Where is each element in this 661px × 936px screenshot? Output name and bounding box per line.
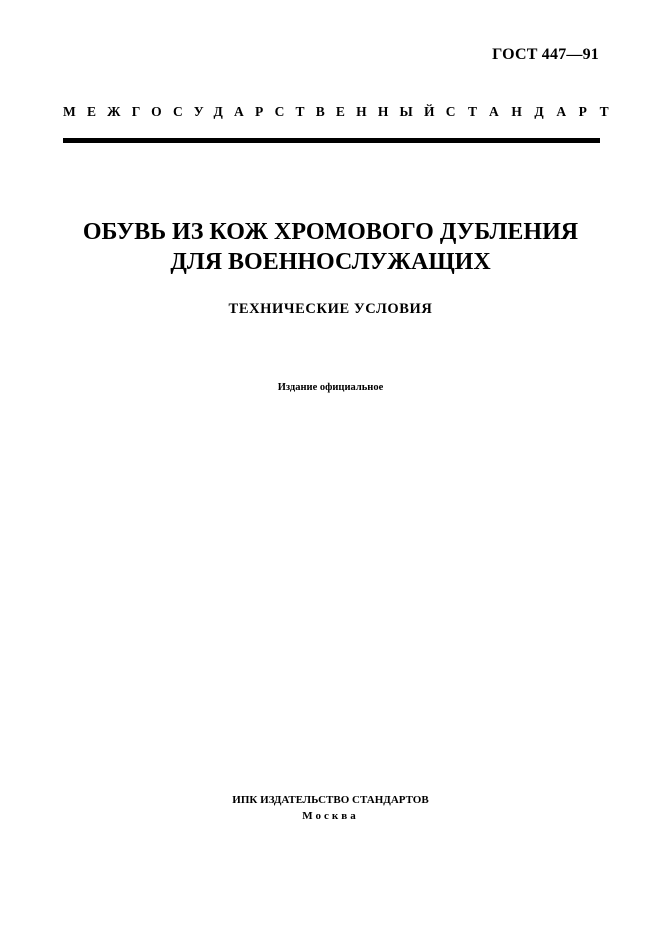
document-title: [0, 217, 661, 277]
document-title-line-1: ОБУВЬ ИЗ КОЖ ХРОМОВОГО ДУБЛЕНИЯ: [82, 219, 579, 245]
document-subtitle: ТЕХНИЧЕСКИЕ УСЛОВИЯ: [228, 301, 433, 317]
standard-type-heading: [63, 104, 622, 120]
publisher-name: ИПК ИЗДАТЕЛЬСТВО СТАНДАРТОВ: [232, 794, 429, 806]
standard-type-word-interstate: МЕЖГОСУДАРСТВЕННЫЙ: [63, 104, 446, 119]
header-divider: [63, 138, 600, 143]
document-title-line-2: ДЛЯ ВОЕННОСЛУЖАЩИХ: [170, 249, 491, 275]
publisher-city: Москва: [302, 810, 359, 822]
edition-note: Издание официальное: [277, 382, 384, 393]
document-code: ГОСТ 447—91: [492, 46, 599, 63]
standard-type-word-standard: СТАНДАРТ: [445, 104, 622, 119]
